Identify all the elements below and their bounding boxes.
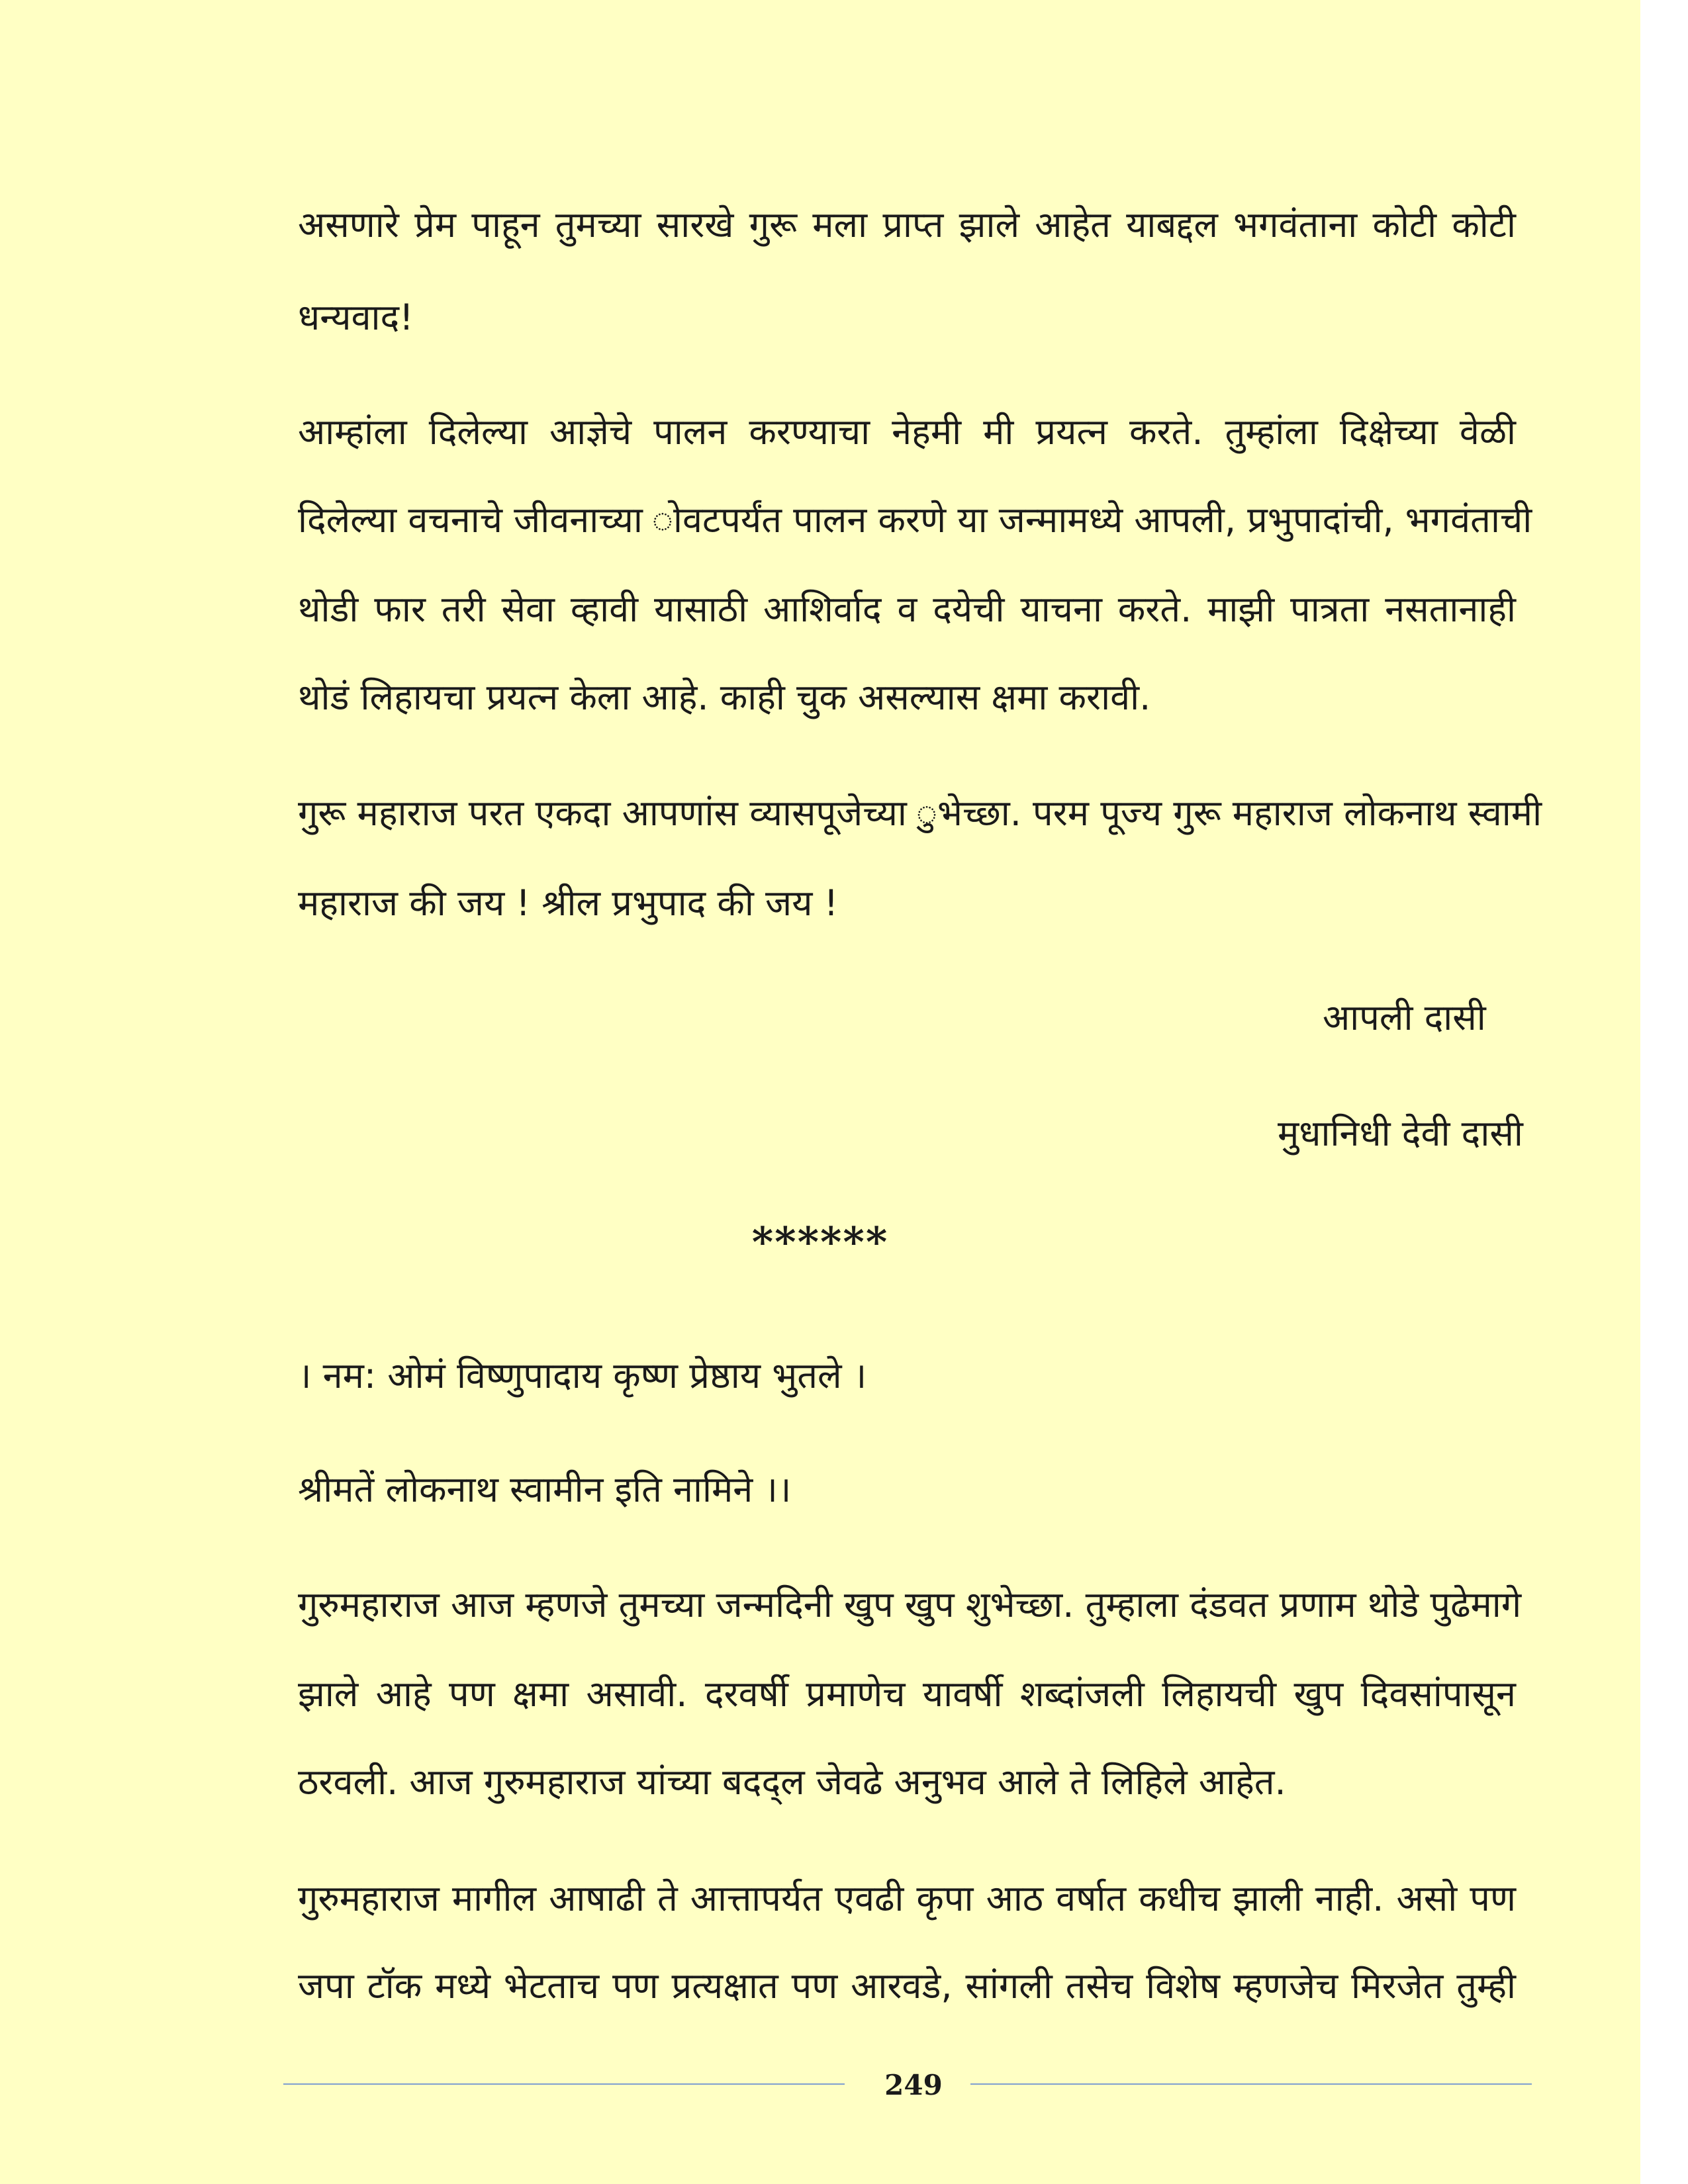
section-separator: ******: [751, 1218, 889, 1266]
text-line: आम्हांला दिलेल्या आज्ञेचे पालन करण्याचा नेहमी मी प्रयत्न करते. तुम्हांला दिक्षेच्या वेळी: [298, 411, 1516, 453]
text-line: गुरुमहाराज आज म्हणजे तुमच्या जन्मदिनी खुप खुप शुभेच्छा. तुम्हाला दंडवत प्रणाम थोडे पुढेमागे: [298, 1584, 1522, 1625]
text-line: गुरू महाराज परत एकदा आपणांस व्यासपूजेच्या ुभेच्छा. परम पूज्य गुरू महाराज लोकनाथ स्वामी: [298, 792, 1542, 834]
text-line: गुरुमहाराज मागील आषाढी ते आत्तापर्यत एवढी कृपा आठ वर्षात कधीच झाली नाही. असो पण: [298, 1878, 1516, 1919]
verse-line: । नम: ओमं विष्णुपादाय कृष्ण प्रेष्ठाय भुतले ।: [298, 1355, 867, 1396]
text-line: धन्यवाद!: [298, 296, 414, 338]
text-line: महाराज की जय ! श्रील प्रभुपाद की जय !: [298, 882, 839, 924]
text-line: थोडी फार तरी सेवा व्हावी यासाठी आशिर्वाद व दयेची याचना करते. माझी पात्रता नसतानाही: [298, 588, 1516, 630]
verse-line: श्रीमतें लोकनाथ स्वामीन इति नामिने ।।: [298, 1469, 792, 1510]
text-line: जपा टॉक मध्ये भेटताच पण प्रत्यक्षात पण आरवडे, सांगली तसेच विशेष म्हणजेच मिरजेत तुम्ही: [298, 1965, 1516, 2007]
text-line: ठरवली. आज गुरुमहाराज यांच्या बदद्ल जेवढे अनुभव आले ते लिहिले आहेत.: [298, 1761, 1286, 1803]
signature-closing: आपली दासी: [1323, 997, 1486, 1038]
text-line: थोडं लिहायचा प्रयत्न केला आहे. काही चुक असल्यास क्षमा करावी.: [298, 676, 1151, 718]
signature-name: मुधानिधी देवी दासी: [1278, 1113, 1523, 1154]
text-line: झाले आहे पण क्षमा असावी. दरवर्षी प्रमाणेच यावर्षी शब्दांजली लिहायची खुप दिवसांपासून: [298, 1673, 1516, 1715]
footer-rule-left: [283, 2083, 845, 2085]
page-number: 249: [884, 2069, 943, 2101]
text-line: असणारे प्रेम पाहून तुमच्या सारखे गुरू मला प्राप्त झाले आहेत याबद्दल भगवंताना कोटी कोटी: [298, 204, 1516, 246]
footer-rule-right: [970, 2083, 1532, 2085]
text-line: दिलेल्या वचनाचे जीवनाच्या ोवटपर्यंत पालन करणे या जन्मामध्ये आपली, प्रभुपादांची, भगवंताची: [298, 499, 1532, 541]
